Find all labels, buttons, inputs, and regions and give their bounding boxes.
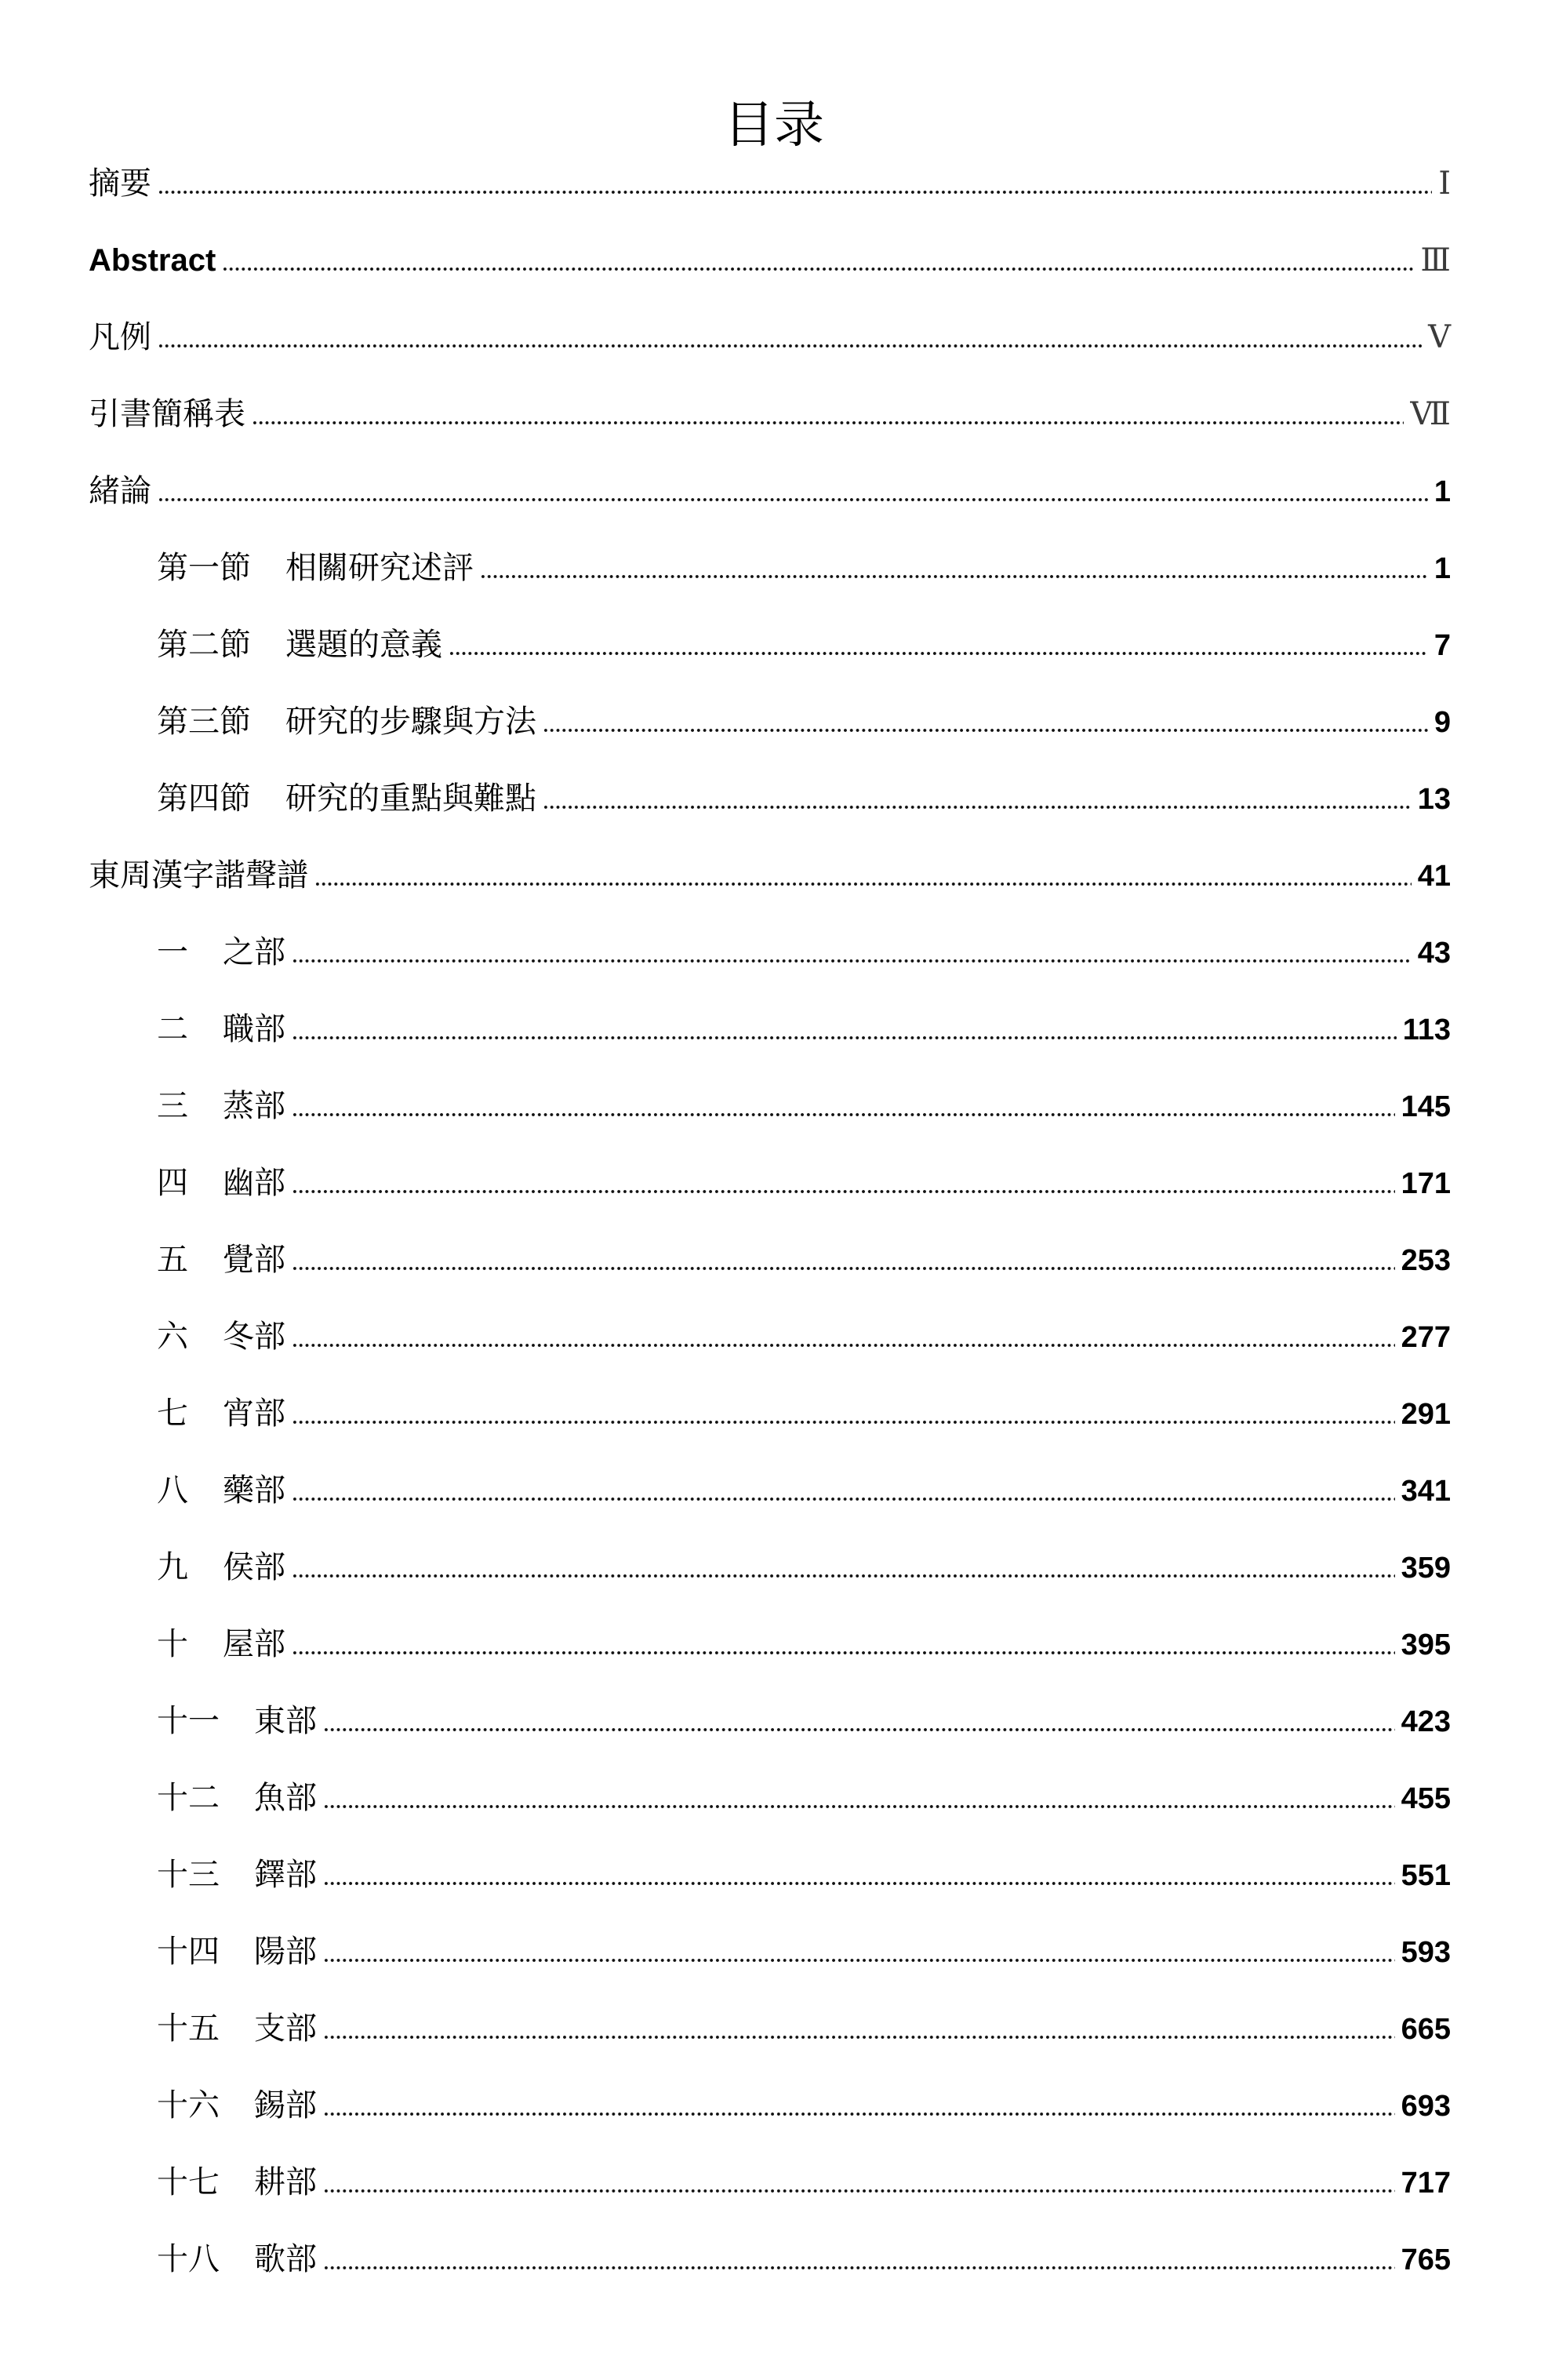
toc-section-entry [89, 1990, 1451, 2067]
section-number: 六 [157, 1319, 188, 1355]
dot-leader [222, 267, 1414, 271]
section-number: 七 [157, 1396, 188, 1432]
chapter-phonetic-series [89, 837, 1451, 2298]
toc-entry-abbreviations [89, 376, 1451, 453]
section-number: 十六 [157, 2087, 220, 2123]
page-number: 693 [1401, 2090, 1451, 2123]
entry-label: 凡例 [89, 319, 151, 355]
toc-section-entry [89, 1375, 1451, 1452]
toc-section-entry [89, 1683, 1451, 1760]
dot-leader [292, 1036, 1397, 1039]
dot-leader [292, 1574, 1395, 1578]
toc-section-entry [89, 1606, 1451, 1683]
page-number: 145 [1401, 1090, 1451, 1123]
page-number: 291 [1401, 1398, 1451, 1431]
page-number: Ⅲ [1420, 242, 1451, 278]
page-number: 765 [1401, 2244, 1451, 2276]
page-number: 551 [1401, 1859, 1451, 1892]
page-number: 253 [1401, 1244, 1451, 1277]
section-number: 第二節 [157, 627, 251, 663]
section-title: 幽部 [223, 1165, 285, 1201]
page-number: 7 [1434, 629, 1451, 662]
section-title: 鐸部 [254, 1857, 317, 1893]
dot-leader [543, 806, 1412, 809]
section-number: 一 [157, 934, 188, 970]
section-number: 第一節 [157, 550, 251, 586]
dot-leader [292, 1421, 1395, 1424]
section-number: 四 [157, 1165, 188, 1201]
page-number: 423 [1401, 1705, 1451, 1738]
dot-leader [543, 729, 1428, 732]
page-number: 455 [1401, 1782, 1451, 1815]
section-title: 耕部 [254, 2164, 317, 2200]
page-number: 717 [1401, 2167, 1451, 2200]
toc-entry-abstract-en [89, 222, 1451, 299]
dot-leader [323, 1959, 1395, 1962]
dot-leader [292, 959, 1412, 963]
dot-leader [158, 344, 1422, 348]
section-number: 第三節 [157, 704, 251, 740]
toc-section-entry [89, 1836, 1451, 1913]
chapter-introduction [89, 453, 1451, 837]
page-number: 593 [1401, 1936, 1451, 1969]
section-number: 十四 [157, 1934, 220, 1970]
dot-leader [323, 2189, 1395, 2193]
section-number: 十二 [157, 1780, 220, 1816]
page-number: 13 [1417, 783, 1451, 816]
toc-section-entry [89, 914, 1451, 991]
section-number: 十八 [157, 2241, 220, 2277]
dot-leader [292, 1651, 1395, 1654]
page-number: 359 [1401, 1552, 1451, 1585]
page-title: 目录 [724, 96, 824, 155]
toc-section-entry [89, 606, 1451, 683]
toc-section-entry [89, 1221, 1451, 1298]
toc-section-entry [89, 2221, 1451, 2298]
dot-leader [323, 1882, 1395, 1885]
section-title: 歌部 [254, 2241, 317, 2277]
front-matter-list [89, 145, 1451, 453]
toc-section-entry [89, 760, 1451, 837]
table-of-contents [89, 145, 1451, 2298]
page-number: 171 [1401, 1167, 1451, 1200]
section-title: 研究的重點與難點 [285, 781, 536, 817]
page-number: 395 [1401, 1629, 1451, 1661]
entry-label: 引書簡稱表 [89, 396, 245, 432]
dot-leader [292, 1190, 1395, 1193]
toc-section-entry [89, 991, 1451, 1068]
dot-leader [323, 1805, 1395, 1808]
section-number: 十一 [157, 1703, 220, 1739]
page-number: 113 [1402, 1014, 1451, 1046]
section-title: 覺部 [223, 1242, 285, 1278]
dot-leader [449, 652, 1428, 655]
section-number: 九 [157, 1549, 188, 1585]
dot-leader [323, 2036, 1395, 2039]
dot-leader [292, 1267, 1395, 1270]
toc-section-entry [89, 1452, 1451, 1529]
page-number: 1 [1434, 552, 1451, 585]
section-title: 選題的意義 [285, 627, 442, 663]
dot-leader [480, 575, 1428, 578]
section-number: 五 [157, 1242, 188, 1278]
dot-leader [323, 2113, 1395, 2116]
section-number: 十三 [157, 1857, 220, 1893]
section-number: 二 [157, 1011, 188, 1047]
page-number: 277 [1401, 1321, 1451, 1354]
section-number: 八 [157, 1472, 188, 1508]
page-number: 341 [1401, 1475, 1451, 1508]
section-number: 十七 [157, 2164, 220, 2200]
toc-entry-conventions [89, 299, 1451, 376]
section-title: 職部 [223, 1011, 285, 1047]
toc-section-entry [89, 1145, 1451, 1221]
entry-label: 摘要 [89, 166, 151, 202]
section-title: 相關研究述評 [285, 550, 474, 586]
page-number: 665 [1401, 2013, 1451, 2046]
section-title: 研究的步驟與方法 [285, 704, 536, 740]
toc-chapter-entry [89, 837, 1451, 914]
chapter-title: 東周漢字諧聲譜 [89, 857, 308, 893]
toc-entry-abstract-zh [89, 145, 1451, 222]
toc-section-entry [89, 1068, 1451, 1145]
section-title: 蒸部 [223, 1088, 285, 1124]
section-number: 第四節 [157, 781, 251, 817]
page-number: 43 [1417, 937, 1451, 970]
toc-section-entry [89, 1298, 1451, 1375]
section-title: 陽部 [254, 1934, 317, 1970]
dot-leader [292, 1344, 1395, 1347]
section-title: 魚部 [254, 1780, 317, 1816]
section-title: 錫部 [254, 2087, 317, 2123]
page-number: Ⅶ [1410, 396, 1451, 432]
section-title: 冬部 [223, 1319, 285, 1355]
page-number: 1 [1434, 475, 1451, 508]
section-title: 屋部 [223, 1626, 285, 1662]
toc-section-entry [89, 1913, 1451, 1990]
chapter-title: 緒論 [89, 473, 151, 509]
page-number: Ⅰ [1438, 166, 1451, 202]
dot-leader [292, 1498, 1395, 1501]
section-title: 藥部 [223, 1472, 285, 1508]
page-number: 9 [1434, 706, 1451, 739]
dot-leader [292, 1113, 1395, 1116]
toc-section-entry [89, 2067, 1451, 2144]
dot-leader [158, 191, 1432, 194]
section-number: 十 [157, 1626, 188, 1662]
section-title: 支部 [254, 2011, 317, 2047]
dot-leader [323, 2266, 1395, 2269]
page-number: Ⅴ [1428, 319, 1451, 355]
dot-leader [323, 1728, 1395, 1731]
section-title: 宵部 [223, 1396, 285, 1432]
section-title: 之部 [223, 934, 285, 970]
section-title: 東部 [254, 1703, 317, 1739]
page-number: 41 [1417, 860, 1451, 893]
dot-leader [314, 882, 1412, 886]
toc-section-entry [89, 529, 1451, 606]
toc-section-entry [89, 683, 1451, 760]
toc-chapter-entry [89, 453, 1451, 529]
toc-section-entry [89, 1529, 1451, 1606]
section-number: 十五 [157, 2011, 220, 2047]
dot-leader [252, 421, 1404, 424]
section-number: 三 [157, 1088, 188, 1124]
toc-section-entry [89, 1760, 1451, 1836]
section-title: 侯部 [223, 1549, 285, 1585]
dot-leader [158, 498, 1428, 501]
toc-section-entry [89, 2144, 1451, 2221]
entry-label: Abstract [89, 243, 216, 278]
